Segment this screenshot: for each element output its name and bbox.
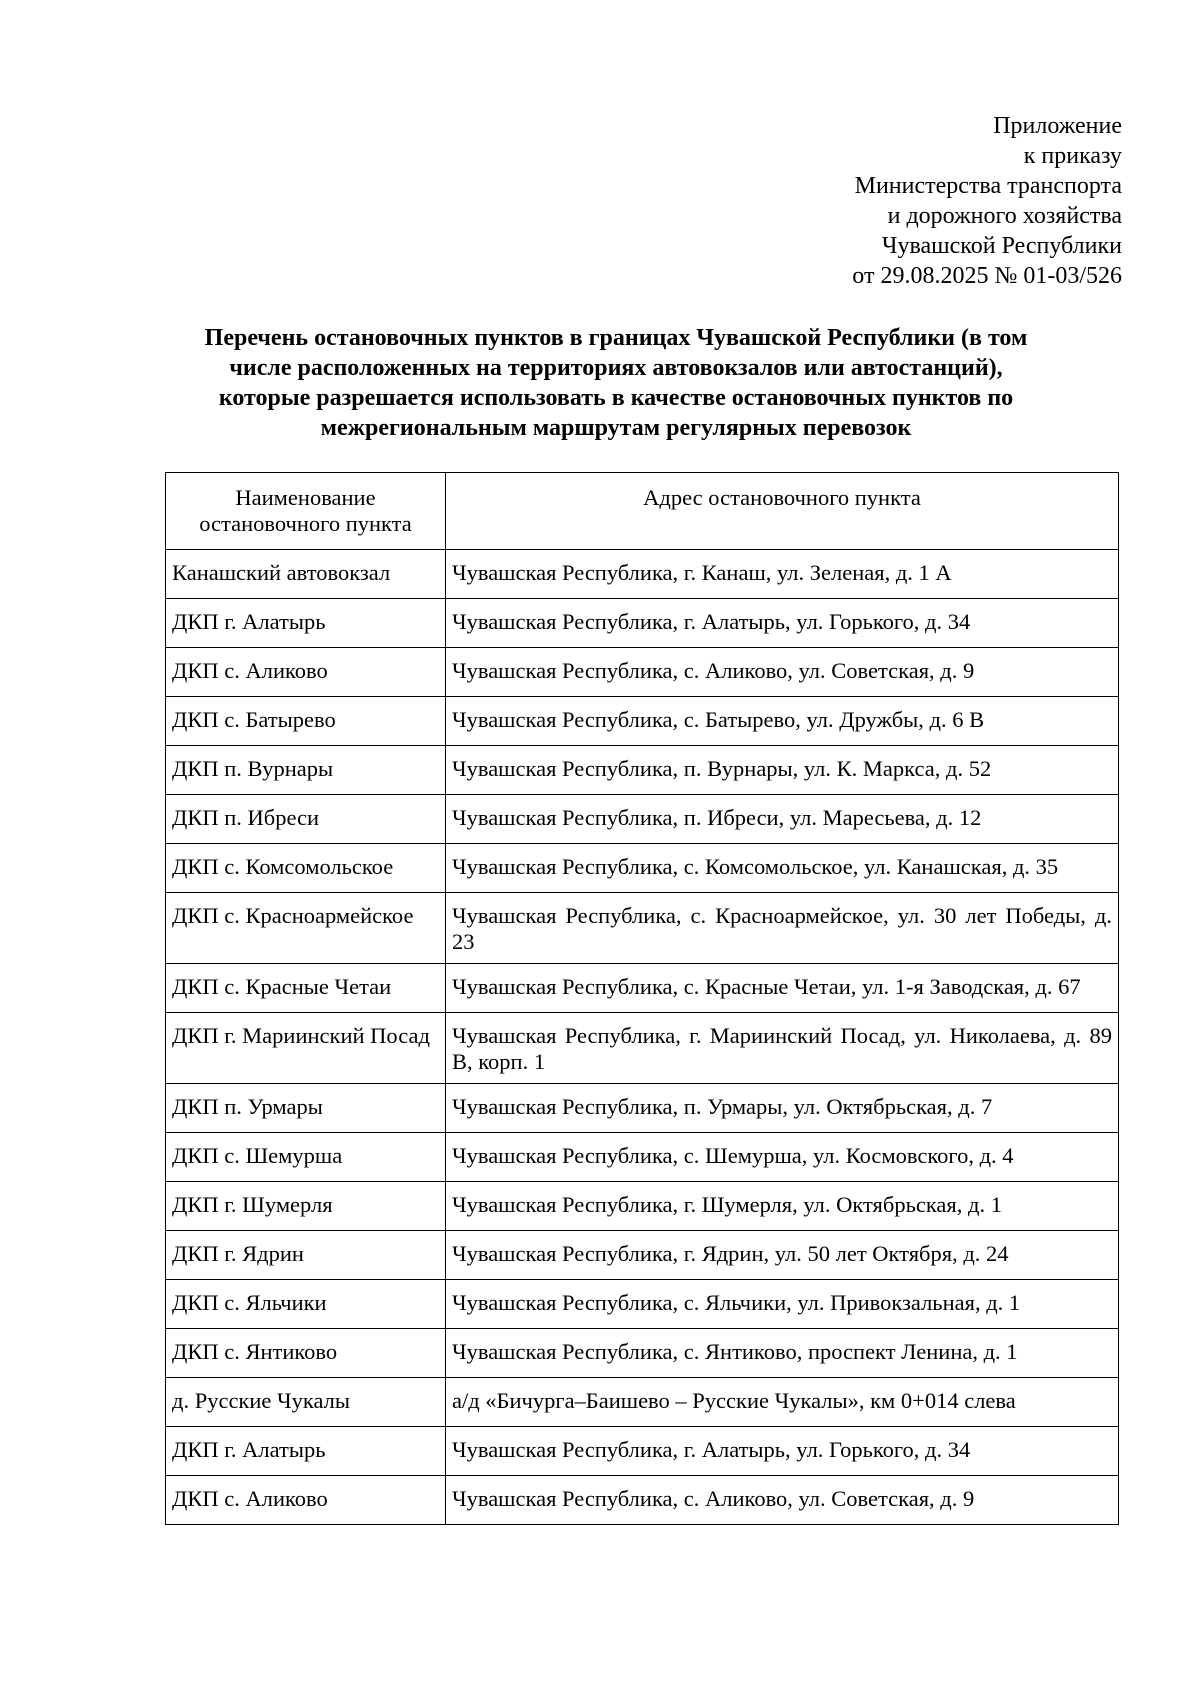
stop-address-cell: Чувашская Республика, г. Канаш, ул. Зеленая, д. 1 А — [446, 550, 1119, 599]
stop-address-cell: Чувашская Республика, п. Урмары, ул. Октябрьская, д. 7 — [446, 1084, 1119, 1133]
stop-address-cell: Чувашская Республика, с. Аликово, ул. Советская, д. 9 — [446, 648, 1119, 697]
stop-address-cell: Чувашская Республика, г. Алатырь, ул. Горького, д. 34 — [446, 1427, 1119, 1476]
table-row — [166, 1084, 1119, 1133]
stop-address-cell: Чувашская Республика, с. Батырево, ул. Дружбы, д. 6 В — [446, 697, 1119, 746]
appendix-header — [852, 111, 1122, 291]
table-row — [166, 964, 1119, 1013]
title-line: числе расположенных на территориях автовокзалов или автостанций), — [229, 355, 1003, 381]
table-row — [166, 1280, 1119, 1329]
appendix-line: к приказу — [1023, 143, 1122, 169]
stop-name-cell: д. Русские Чукалы — [166, 1378, 446, 1427]
table-row — [166, 1133, 1119, 1182]
stop-address-cell: Чувашская Республика, с. Красноармейское, ул. 30 лет Победы, д. 23 — [446, 893, 1119, 964]
stop-name-cell: ДКП с. Шемурша — [166, 1133, 446, 1182]
stop-name-cell: ДКП с. Комсомольское — [166, 844, 446, 893]
stop-address-cell: Чувашская Республика, с. Шемурша, ул. Космовского, д. 4 — [446, 1133, 1119, 1182]
table-row — [166, 1231, 1119, 1280]
title-line: Перечень остановочных пунктов в границах Чувашской Республики (в том — [204, 325, 1028, 351]
stop-address-cell: Чувашская Республика, г. Мариинский Посад, ул. Николаева, д. 89 В, корп. 1 — [446, 1013, 1119, 1084]
header-stop-name: Наименование остановочного пункта — [166, 473, 446, 550]
stop-address-cell: Чувашская Республика, с. Янтиково, проспект Ленина, д. 1 — [446, 1329, 1119, 1378]
stop-address-cell: Чувашская Республика, с. Комсомольское, ул. Канашская, д. 35 — [446, 844, 1119, 893]
stop-address-cell: Чувашская Республика, п. Ибреси, ул. Маресьева, д. 12 — [446, 795, 1119, 844]
table-row — [166, 1427, 1119, 1476]
stop-name-cell: ДКП г. Алатырь — [166, 1427, 446, 1476]
stops-table — [165, 472, 1119, 1525]
title-line: межрегиональным маршрутам регулярных перевозок — [320, 415, 912, 441]
stop-name-cell: ДКП п. Ибреси — [166, 795, 446, 844]
table-row — [166, 1013, 1119, 1084]
stop-address-cell: Чувашская Республика, г. Ядрин, ул. 50 лет Октября, д. 24 — [446, 1231, 1119, 1280]
appendix-line: Министерства транспорта — [854, 173, 1122, 199]
stop-address-cell: Чувашская Республика, п. Вурнары, ул. К. Маркса, д. 52 — [446, 746, 1119, 795]
stop-address-cell: Чувашская Республика, с. Аликово, ул. Советская, д. 9 — [446, 1476, 1119, 1525]
stop-name-cell: ДКП с. Красные Четаи — [166, 964, 446, 1013]
stop-address-cell: а/д «Бичурга–Баишево – Русские Чукалы», км 0+014 слева — [446, 1378, 1119, 1427]
table-row — [166, 697, 1119, 746]
stop-name-cell: ДКП г. Шумерля — [166, 1182, 446, 1231]
stop-name-cell: ДКП п. Вурнары — [166, 746, 446, 795]
table-row — [166, 746, 1119, 795]
table-row — [166, 1182, 1119, 1231]
table-row — [166, 648, 1119, 697]
stop-address-cell: Чувашская Республика, с. Красные Четаи, ул. 1-я Заводская, д. 67 — [446, 964, 1119, 1013]
stop-name-cell: ДКП с. Аликово — [166, 1476, 446, 1525]
stop-name-cell: ДКП п. Урмары — [166, 1084, 446, 1133]
header-stop-address: Адрес остановочного пункта — [446, 473, 1119, 550]
table-row — [166, 795, 1119, 844]
stop-name-cell: Канашский автовокзал — [166, 550, 446, 599]
stop-name-cell: ДКП с. Красноармейское — [166, 893, 446, 964]
table-row — [166, 1378, 1119, 1427]
document-title — [160, 323, 1072, 443]
stop-name-cell: ДКП г. Мариинский Посад — [166, 1013, 446, 1084]
stop-address-cell: Чувашская Республика, г. Шумерля, ул. Октябрьская, д. 1 — [446, 1182, 1119, 1231]
appendix-line: Чувашской Республики — [881, 233, 1122, 259]
stop-address-cell: Чувашская Республика, с. Яльчики, ул. Привокзальная, д. 1 — [446, 1280, 1119, 1329]
stop-name-cell: ДКП с. Яльчики — [166, 1280, 446, 1329]
table-row — [166, 550, 1119, 599]
stop-name-cell: ДКП с. Аликово — [166, 648, 446, 697]
table-row — [166, 1476, 1119, 1525]
stop-name-cell: ДКП г. Ядрин — [166, 1231, 446, 1280]
stop-name-cell: ДКП г. Алатырь — [166, 599, 446, 648]
stop-name-cell: ДКП с. Янтиково — [166, 1329, 446, 1378]
appendix-line: от 29.08.2025 № 01-03/526 — [852, 263, 1122, 289]
table-row — [166, 599, 1119, 648]
table-header-row — [166, 473, 1119, 550]
title-line: которые разрешается использовать в качестве остановочных пунктов по — [218, 385, 1014, 411]
table-row — [166, 1329, 1119, 1378]
appendix-line: Приложение — [993, 113, 1122, 139]
stop-address-cell: Чувашская Республика, г. Алатырь, ул. Горького, д. 34 — [446, 599, 1119, 648]
appendix-line: и дорожного хозяйства — [887, 203, 1122, 229]
stop-name-cell: ДКП с. Батырево — [166, 697, 446, 746]
table-row — [166, 893, 1119, 964]
table-row — [166, 844, 1119, 893]
